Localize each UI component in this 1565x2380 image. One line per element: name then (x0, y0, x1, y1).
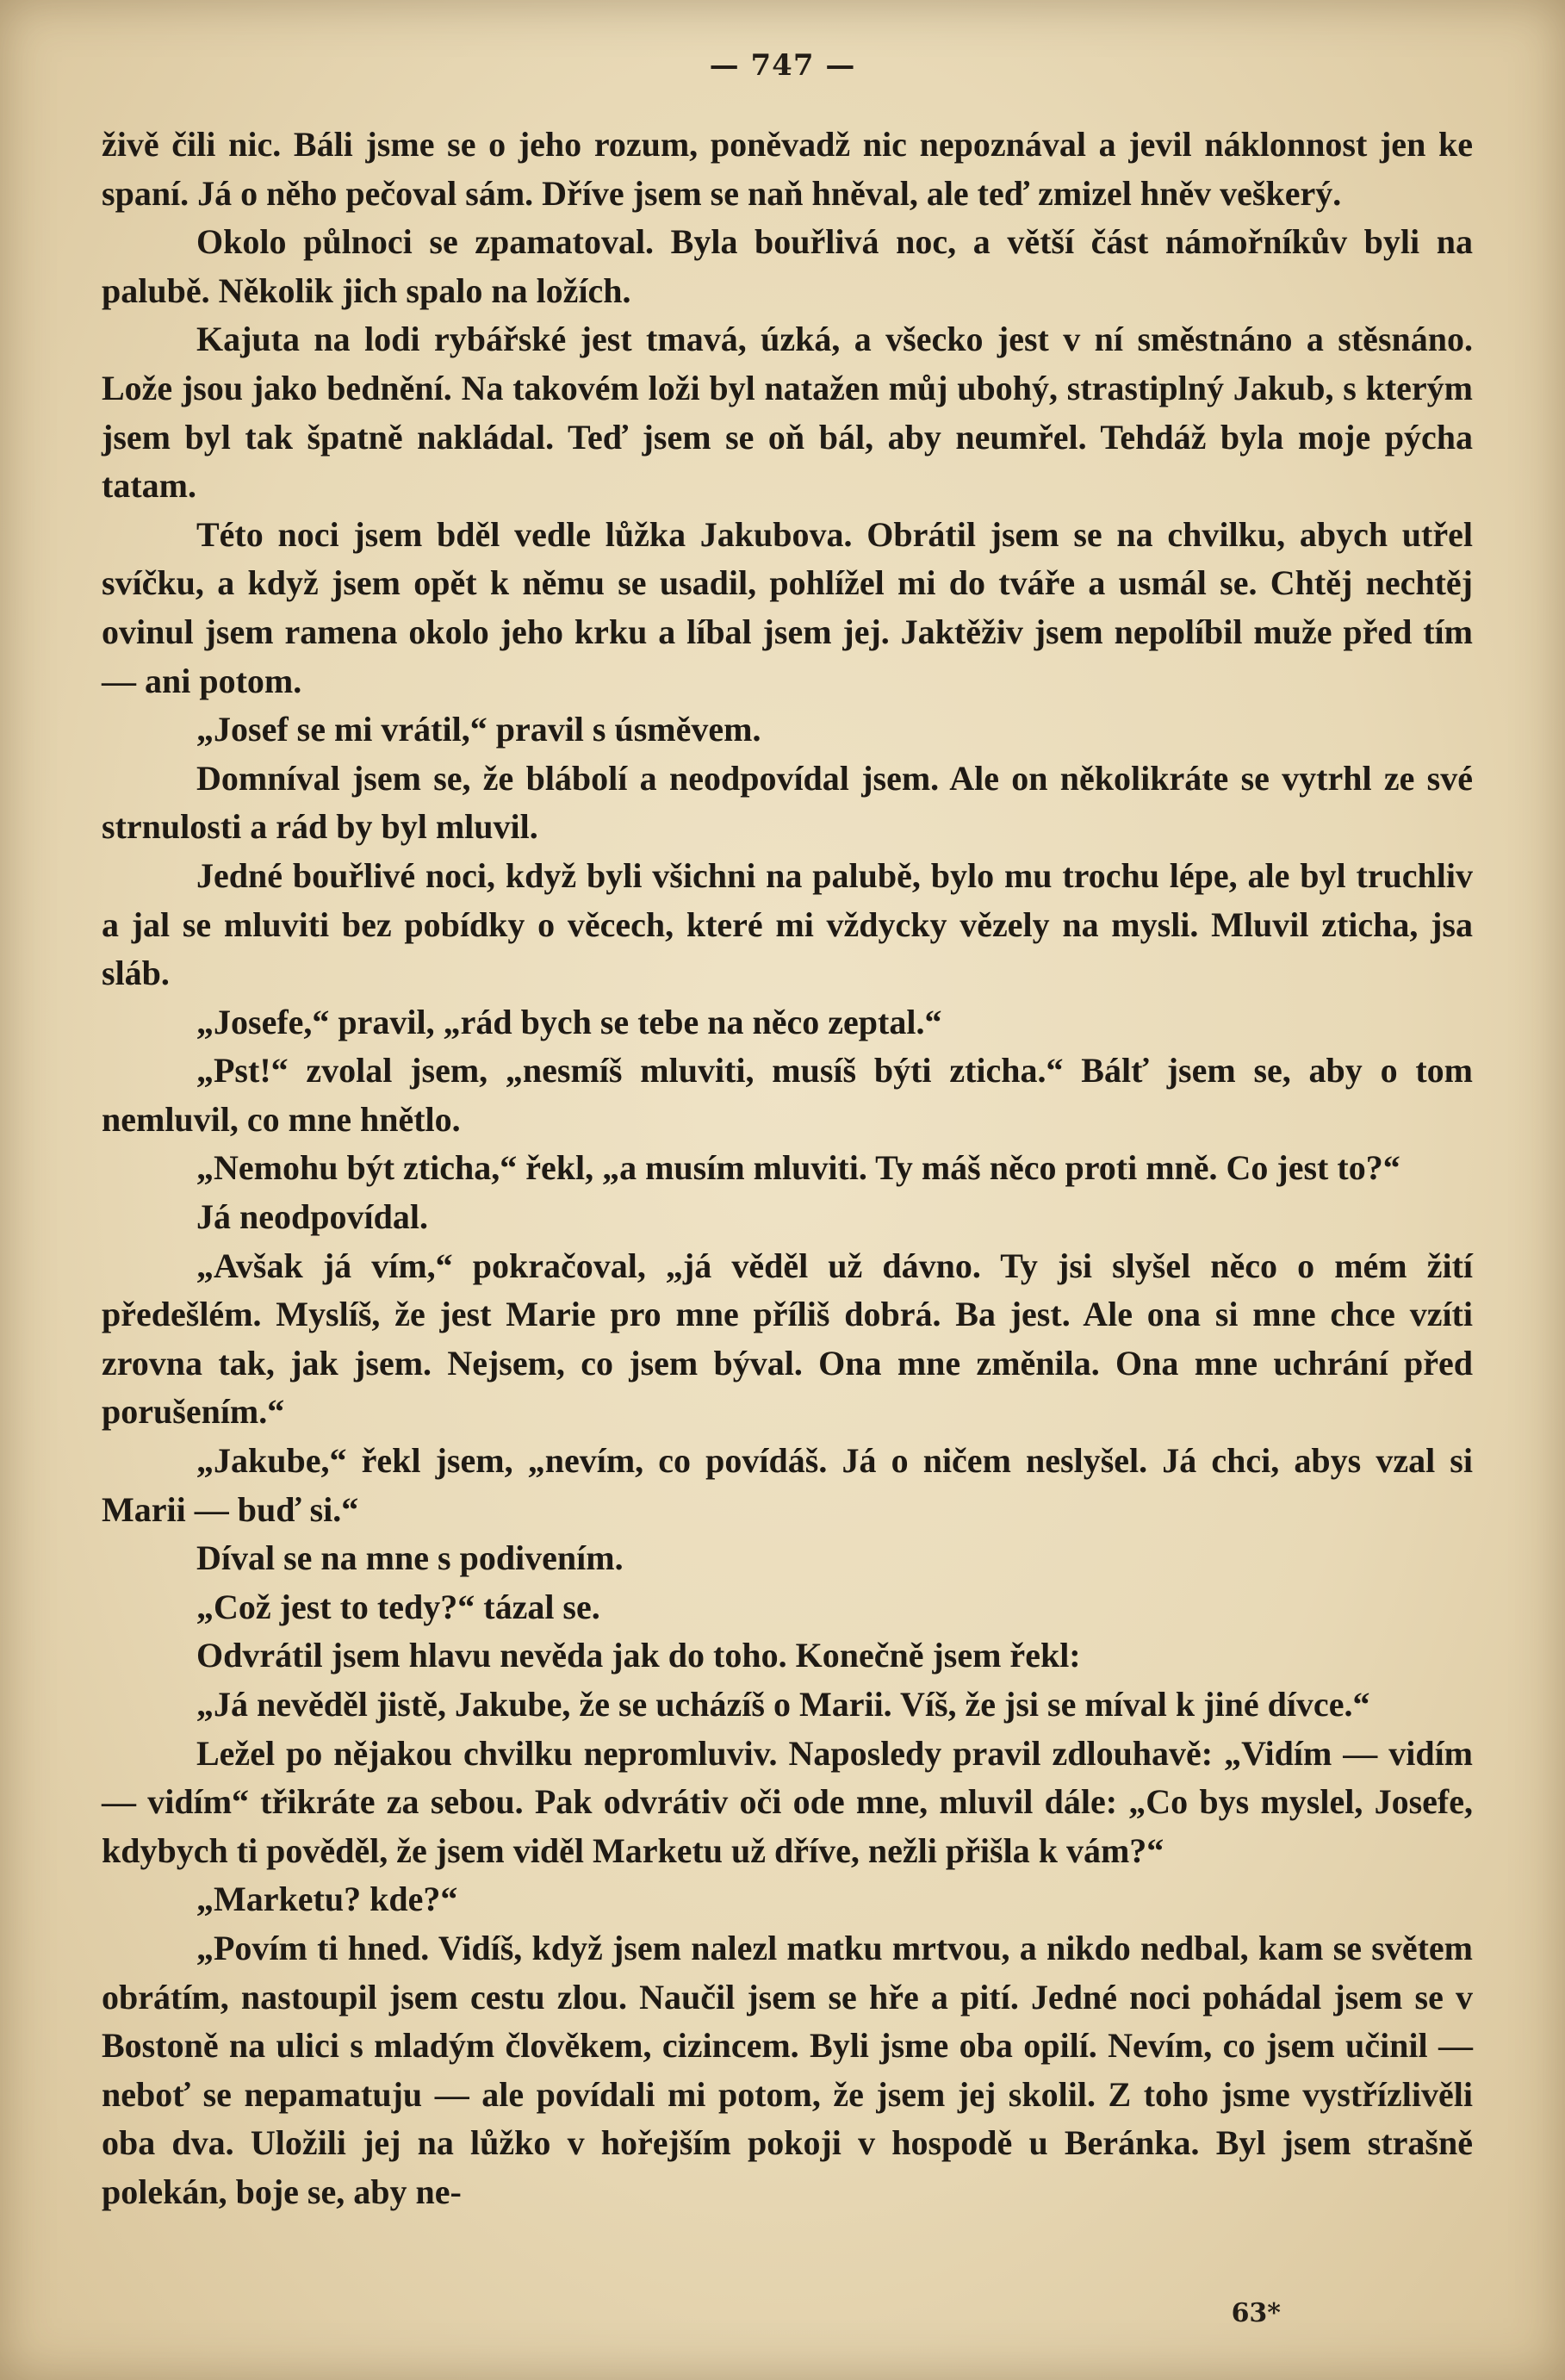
paragraph: „Nemohu být zticha,“ řekl, „a musím mluviti. Ty máš něco proti mně. Co jest to?“ (196, 1148, 1400, 1188)
paragraph: Ležel po nějakou chvilku nepromluviv. Naposledy pravil zdlouhavě: „Vidím — vidím — vidím“ třikráte za sebou. Pak odvrátiv oči ode mne, mluvil dále: „Co bys myslel, Josefe, kdybych ti pověděl, že jsem viděl Marketu už dříve, nežli přišla k vám?“ (102, 1733, 1473, 1870)
paragraph: Odvrátil jsem hlavu nevěda jak do toho. Konečně jsem řekl: (196, 1636, 1081, 1675)
page-number: — 747 — (709, 48, 856, 83)
paragraph: „Pst!“ zvolal jsem, „nesmíš mluviti, musíš býti zticha.“ Bálť jsem se, aby o tom nemluvil, co mne hnětlo. (102, 1051, 1473, 1139)
paragraph: Okolo půlnoci se zpamatoval. Byla bouřlivá noc, a větší část námořníkův byli na palubě. Několik jich spalo na ložích. (102, 222, 1473, 310)
paragraph: „Josef se mi vrátil,“ pravil s úsměvem. (196, 710, 761, 749)
paragraph: „Jakube,“ řekl jsem, „nevím, co povídáš. Já o ničem neslyšel. Já chci, abys vzal si Marii — buď si.“ (102, 1441, 1473, 1529)
paragraph: živě čili nic. Báli jsme se o jeho rozum, poněvadž nic nepoznával a jevil náklonnost jen ke spaní. Já o něho pečoval sám. Dříve jsem se naň hněval, ale teď zmizel hněv veškerý. (102, 125, 1473, 213)
signature-mark: 63* (1231, 2298, 1281, 2328)
paragraph: „Josefe,“ pravil, „rád bych se tebe na něco zeptal.“ (196, 1002, 942, 1041)
paragraph: Já neodpovídal. (196, 1197, 428, 1237)
paragraph: Této noci jsem bděl vedle lůžka Jakubova. Obrátil jsem se na chvilku, abych utřel svíčku, a když jsem opět k němu se usadil, pohlížel mi do tváře a usmál se. Chtěj nechtěj ovinul jsem ramena okolo jeho krku a líbal jsem jej. Jaktěživ jsem nepolíbil muže před tím — ani potom. (102, 514, 1473, 700)
paragraph: „Já nevěděl jistě, Jakube, že se ucházíš o Marii. Víš, že jsi se míval k jiné dívce.“ (196, 1685, 1370, 1724)
body-text (102, 121, 1473, 2217)
paragraph: Kajuta na lodi rybářské jest tmavá, úzká, a všecko jest v ní směstnáno a stěsnáno. Lože jsou jako bednění. Na takovém loži byl natažen můj ubohý, strastiplný Jakub, s kterým jsem byl tak špatně nakládal. Teď jsem se oň bál, aby neumřel. Tehdáž byla moje pýcha tatam. (102, 320, 1473, 506)
paragraph: „Marketu? kde?“ (196, 1880, 458, 1919)
paragraph: Domníval jsem se, že blábolí a neodpovídal jsem. Ale on několikráte se vytrhl ze své strnulosti a rád by byl mluvil. (102, 758, 1473, 847)
paragraph: „Avšak já vím,“ pokračoval, „já věděl už dávno. Ty jsi slyšel něco o mém žití předešlém. Myslíš, že jest Marie pro mne příliš dobrá. Ba jest. Ale ona si mne chce vzíti zrovna tak, jak jsem. Nejsem, co jsem býval. Ona mne změnila. Ona mne uchrání před porušením.“ (102, 1246, 1473, 1432)
paragraph: „Povím ti hned. Vidíš, když jsem nalezl matku mrtvou, a nikdo nedbal, kam se světem obrátím, nastoupil jsem cestu zlou. Naučil jsem se hře a pití. Jedné noci pohádal jsem se v Bostoně na ulici s mladým člověkem, cizincem. Byli jsme oba opilí. Nevím, co jsem učinil — neboť se nepamatuju — ale povídali mi potom, že jsem jej skolil. Z toho jsme vystřízlivěli oba dva. Uložili jej na lůžko v hořejším pokoji v hospodě u Beránka. Byl jsem strašně polekán, boje se, aby ne- (102, 1928, 1473, 2211)
paragraph: Jedné bouřlivé noci, když byli všichni na palubě, bylo mu trochu lépe, ale byl truchliv a jal se mluviti bez pobídky o věcech, které mi vždycky vězely na mysli. Mluvil zticha, jsa sláb. (102, 855, 1473, 993)
paragraph: „Což jest to tedy?“ tázal se. (196, 1587, 600, 1626)
paragraph: Díval se na mne s podivením. (196, 1538, 624, 1578)
